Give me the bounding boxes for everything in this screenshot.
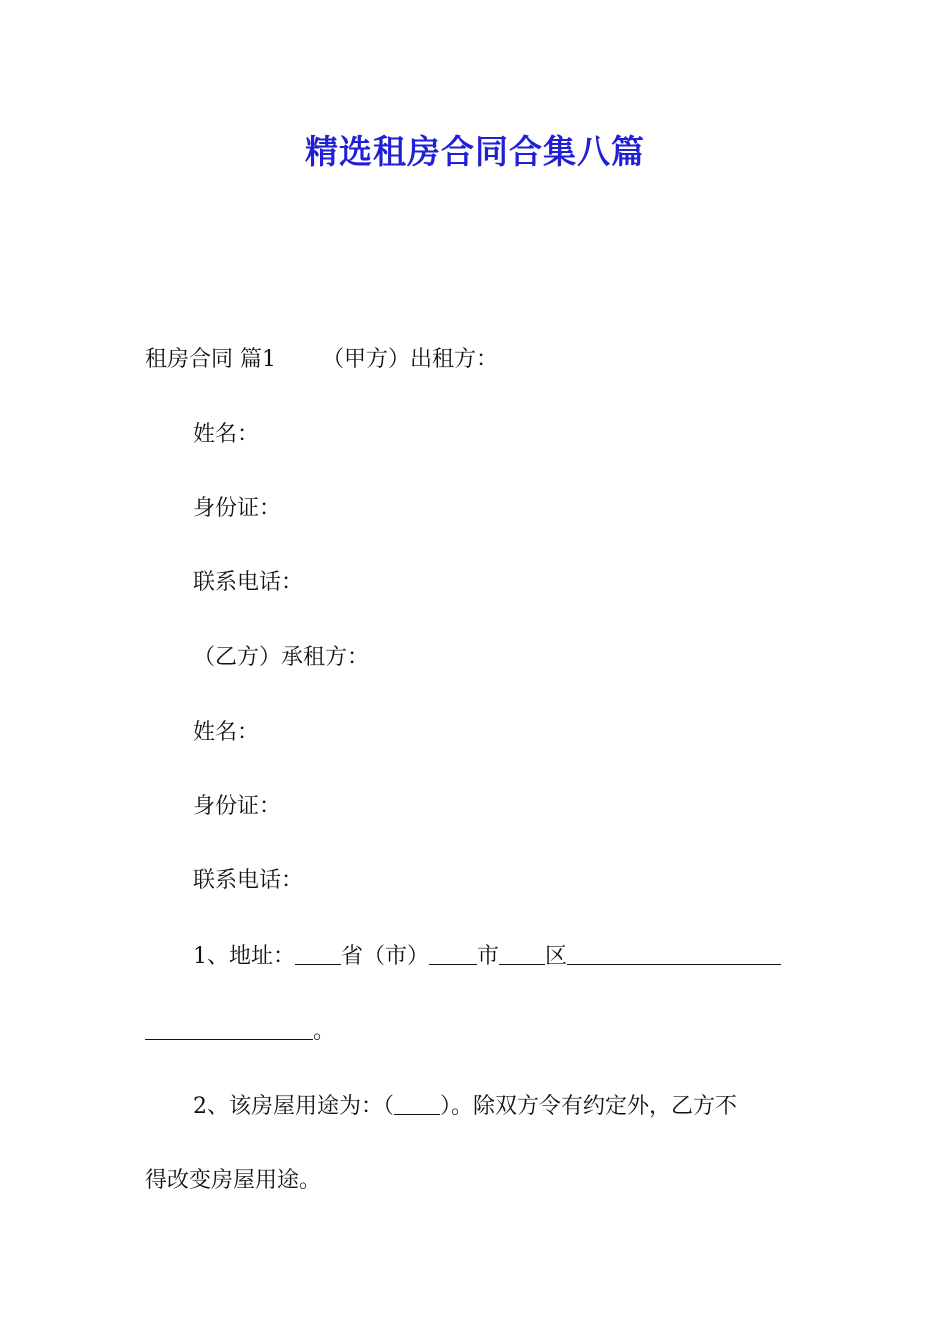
section-heading: 租房合同 篇1 — [145, 347, 276, 372]
section-heading-line — [145, 344, 498, 376]
blank-line — [499, 944, 545, 965]
clause-1-province: 省（市） — [341, 944, 430, 969]
clause-2-line-2: 得改变房屋用途。 — [145, 1168, 322, 1193]
blank-line — [145, 1019, 313, 1040]
party-a-phone-label: 联系电话： — [193, 570, 304, 595]
clause-1-line-2 — [145, 1016, 335, 1048]
party-a-name-label: 姓名： — [193, 422, 260, 447]
party-b-name-label: 姓名： — [193, 720, 260, 745]
clause-1-end: 。 — [313, 1019, 336, 1044]
clause-1-prefix: 1、地址： — [193, 944, 295, 969]
party-a-label: （甲方）出租方： — [322, 347, 499, 372]
clause-1-line-1 — [193, 941, 781, 973]
clause-1-district: 区 — [545, 944, 568, 969]
blank-line — [394, 1094, 440, 1115]
party-b-label: （乙方）承租方： — [193, 645, 370, 670]
blank-line — [429, 944, 477, 965]
party-a-id-label: 身份证： — [193, 496, 282, 521]
blank-line — [567, 944, 781, 965]
blank-line — [295, 944, 341, 965]
party-b-phone-label: 联系电话： — [193, 868, 304, 893]
document-title: 精选租房合同合集八篇 — [305, 132, 645, 171]
party-b-id-label: 身份证： — [193, 794, 282, 819]
clause-2-line-1 — [193, 1091, 737, 1123]
clause-2-text-b: ）。除双方令有约定外，乙方不 — [440, 1094, 738, 1119]
clause-2-text-a: 2、该房屋用途为：（ — [193, 1094, 394, 1119]
clause-1-city: 市 — [477, 944, 500, 969]
